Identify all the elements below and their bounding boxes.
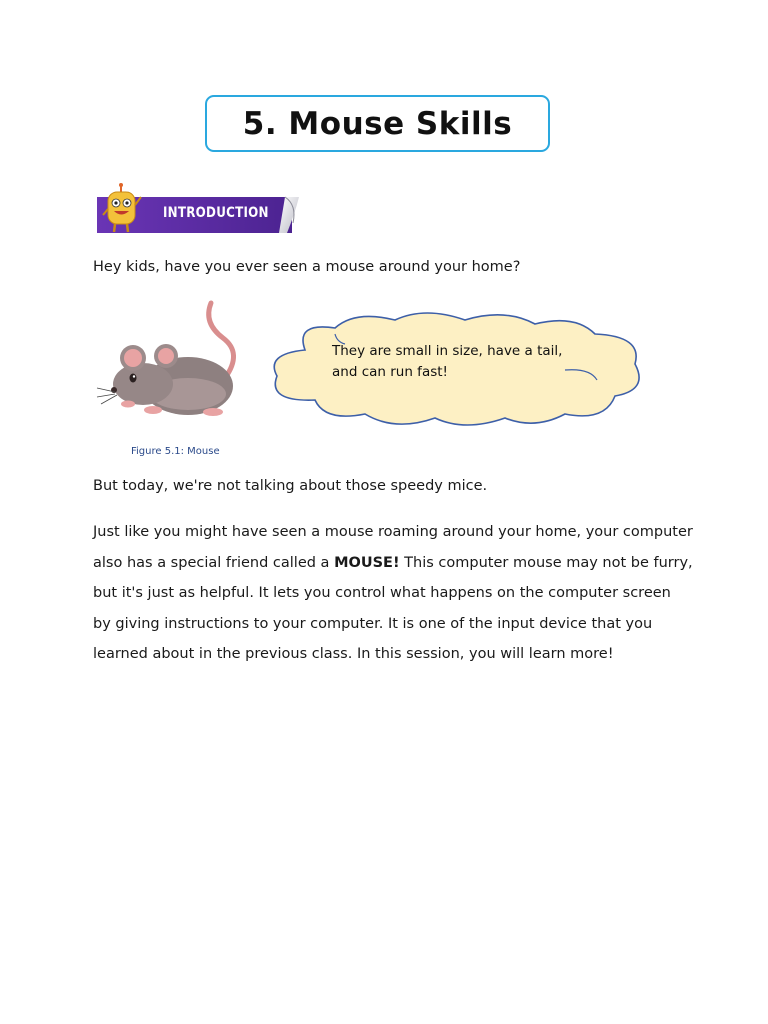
thought-cloud-line-1: They are small in size, have a tail,	[332, 343, 563, 359]
introduction-banner	[97, 183, 302, 235]
chapter-title-box	[205, 95, 550, 152]
body-paragraph	[93, 517, 693, 670]
figure-caption: Figure 5.1: Mouse	[131, 446, 220, 457]
body-text-part-2: This computer mouse may not be furry, but it's just as helpful. It lets you control what happens on the computer screen by giving instructions to your computer. It is one of the input device that you learned about in the previous class. In this session, you will learn more!	[93, 554, 693, 662]
question-paragraph: Hey kids, have you ever seen a mouse around your home?	[93, 259, 521, 275]
thought-cloud-line-2: and can run fast!	[332, 364, 448, 380]
chapter-title: 5. Mouse Skills	[242, 105, 513, 142]
mouse-illustration	[93, 298, 243, 428]
introduction-label: INTRODUCTION	[163, 205, 269, 221]
body-text-part-1: Just like you might have seen a mouse roaming around your home, your computer also has a special friend called a	[93, 524, 693, 571]
today-paragraph: But today, we're not talking about those speedy mice.	[93, 478, 488, 494]
thought-cloud-text	[332, 341, 592, 383]
mouse-emphasis: MOUSE!	[334, 554, 400, 571]
